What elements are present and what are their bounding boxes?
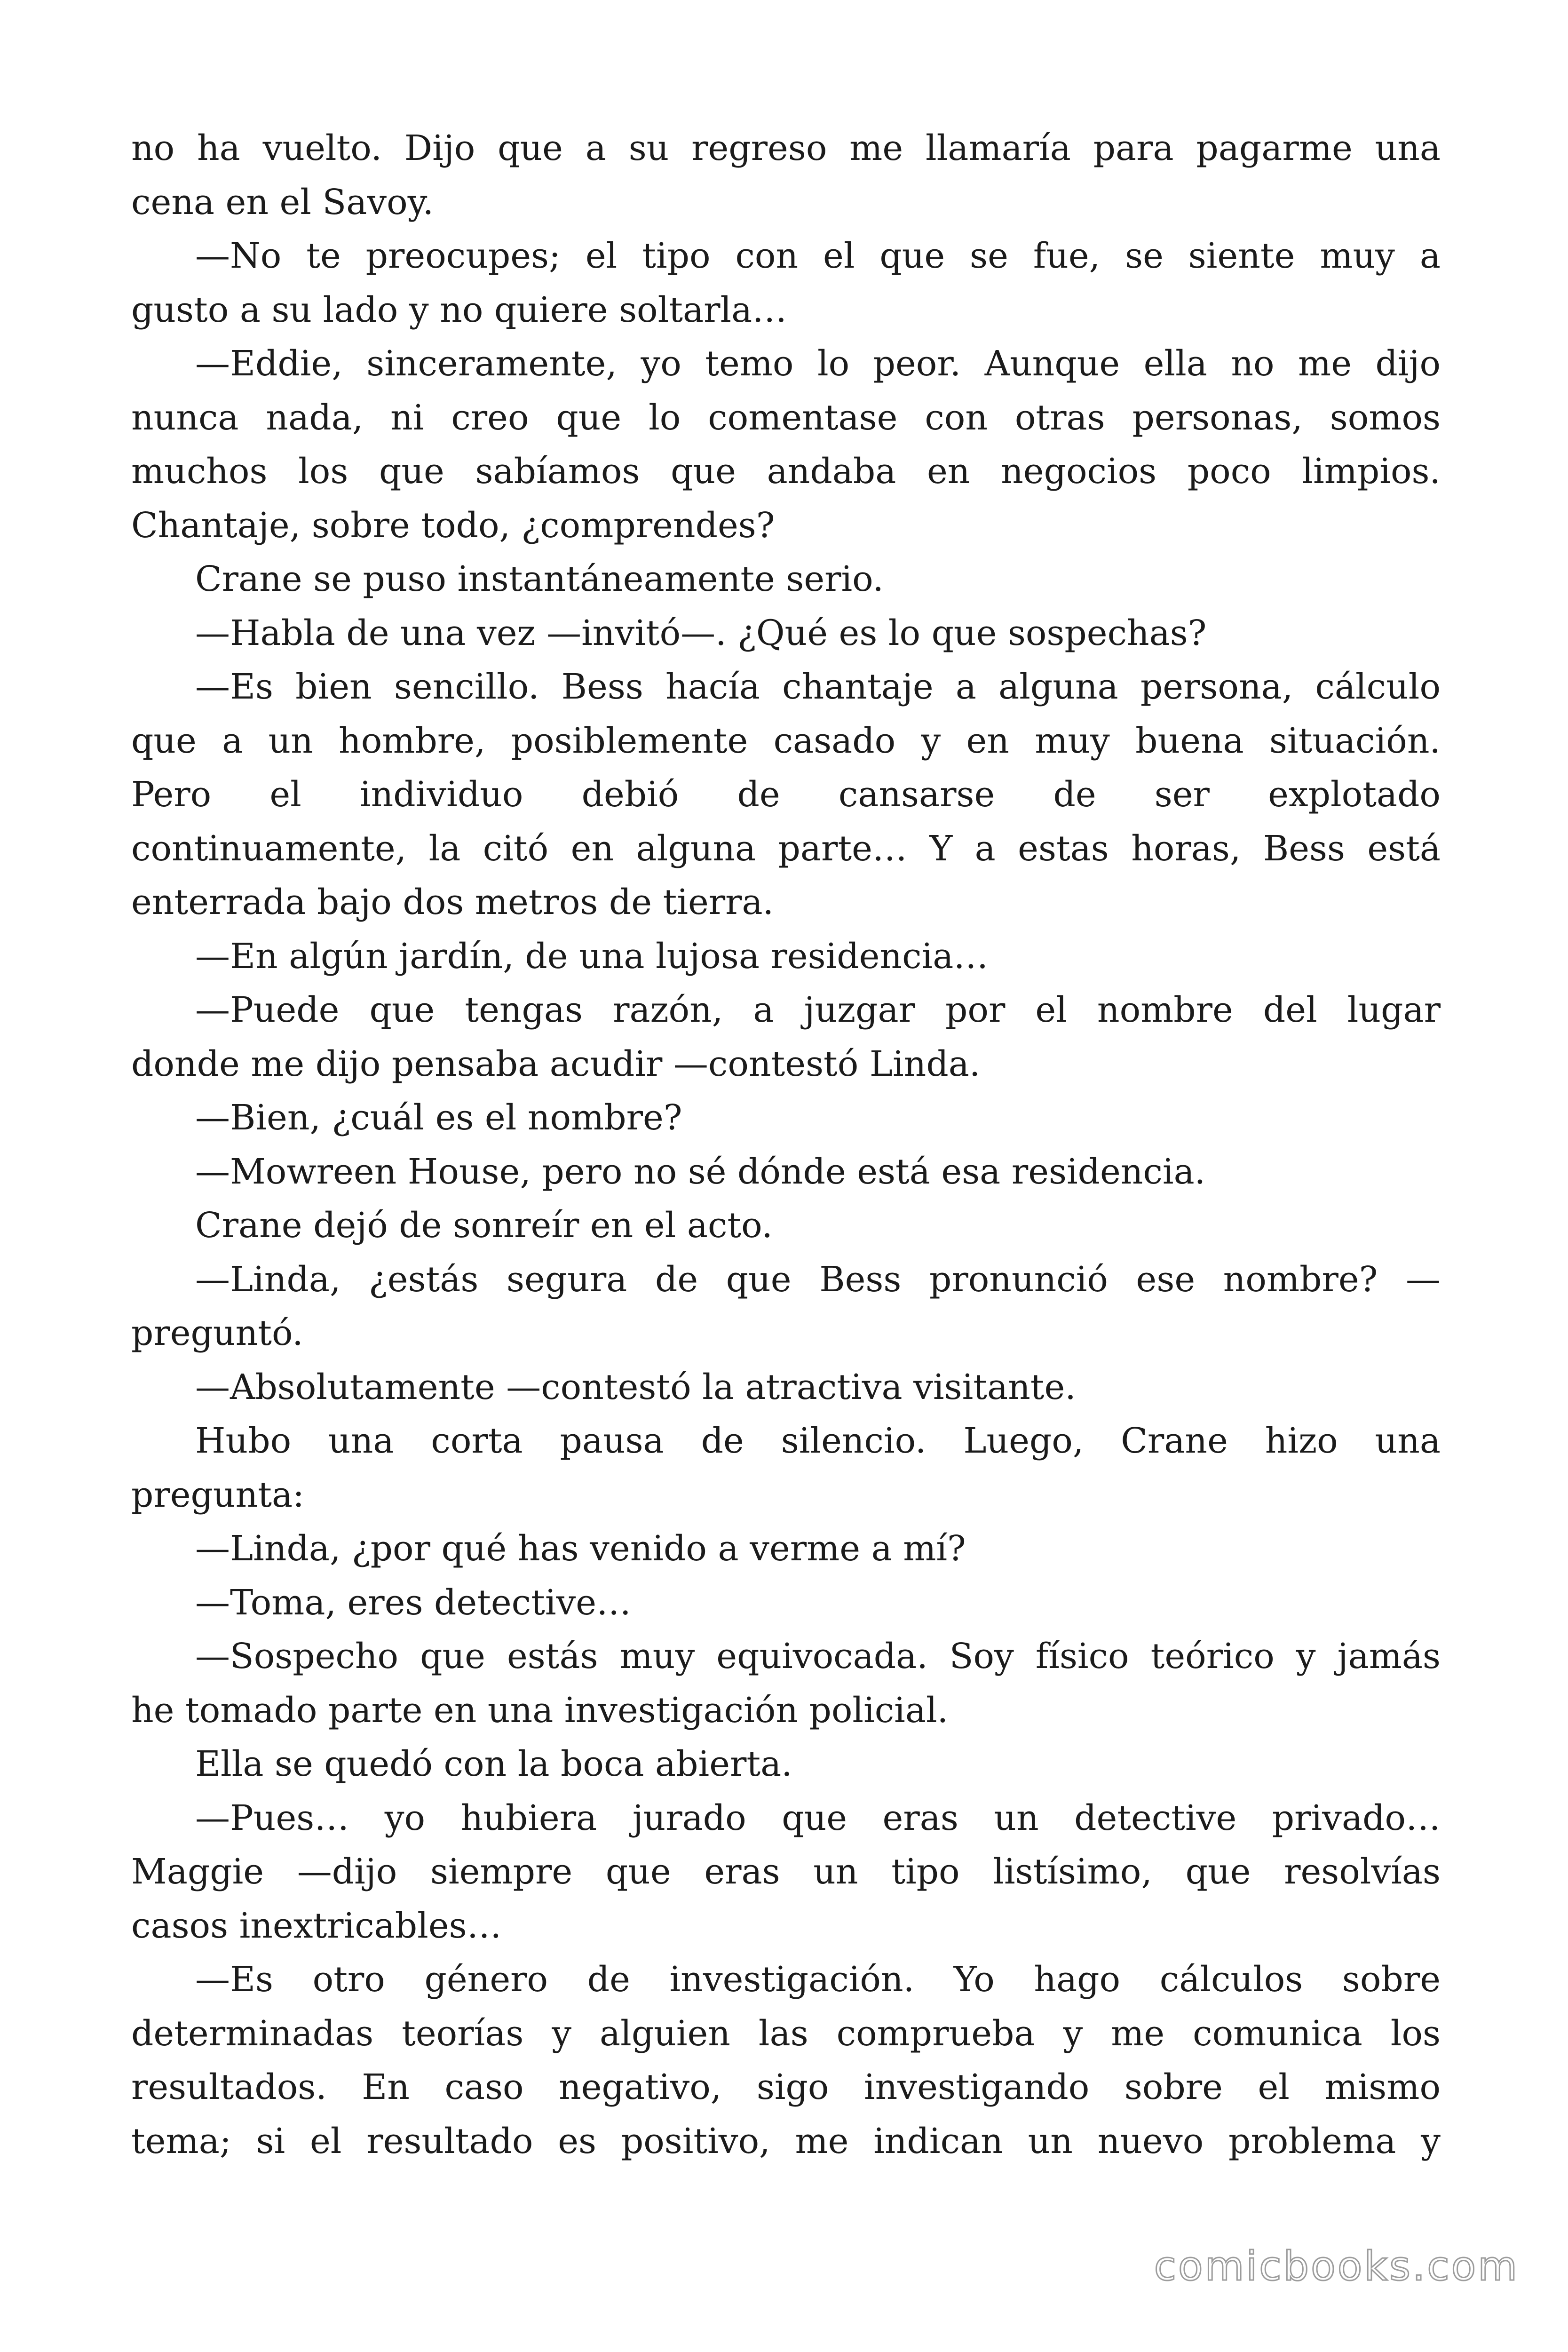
text-line: tema; si el resultado es positivo, me indican un nuevo problema y: [131, 2121, 1441, 2161]
text-line: —Eddie, sinceramente, yo temo lo peor. Aunque ella no me dijo: [195, 343, 1441, 384]
text-line: enterrada bajo dos metros de tierra.: [131, 882, 774, 922]
watermark-logo: comicbooks.com: [1154, 2243, 1519, 2290]
text-line: preguntó.: [131, 1313, 303, 1353]
text-line: —Puede que tengas razón, a juzgar por el nombre del lugar: [195, 990, 1441, 1030]
page-text: [131, 121, 1441, 2168]
text-line: —Pues… yo hubiera jurado que eras un detective privado…: [195, 1797, 1441, 1838]
text-line: Crane dejó de sonreír en el acto.: [195, 1205, 773, 1246]
text-line: Maggie —dijo siempre que eras un tipo listísimo, que resolvías: [131, 1851, 1441, 1892]
text-line: —No te preocupes; el tipo con el que se fue, se siente muy a: [195, 236, 1441, 276]
text-line: muchos los que sabíamos que andaba en negocios poco limpios.: [131, 451, 1441, 492]
text-line: —Es bien sencillo. Bess hacía chantaje a alguna persona, cálculo: [195, 667, 1441, 707]
text-line: no ha vuelto. Dijo que a su regreso me llamaría para pagarme una: [131, 128, 1441, 168]
text-line: donde me dijo pensaba acudir —contestó Linda.: [131, 1043, 981, 1084]
text-line: Hubo una corta pausa de silencio. Luego, Crane hizo una: [195, 1421, 1441, 1461]
text-line: resultados. En caso negativo, sigo investigando sobre el mismo: [131, 2067, 1441, 2107]
text-line: —En algún jardín, de una lujosa residencia…: [195, 936, 989, 977]
text-line: —Absolutamente —contestó la atractiva visitante.: [195, 1367, 1076, 1407]
text-line: pregunta:: [131, 1474, 305, 1515]
text-line: —Habla de una vez —invitó—. ¿Qué es lo que sospechas?: [195, 612, 1207, 653]
text-line: —Mowreen House, pero no sé dónde está esa residencia.: [195, 1151, 1206, 1192]
text-line: casos inextricables…: [131, 1905, 502, 1946]
text-line: Crane se puso instantáneamente serio.: [195, 559, 884, 599]
text-line: continuamente, la citó en alguna parte… Y a estas horas, Bess está: [131, 828, 1441, 869]
text-line: que a un hombre, posiblemente casado y en muy buena situación.: [131, 720, 1441, 761]
text-line: gusto a su lado y no quiere soltarla…: [131, 289, 787, 330]
text-line: he tomado parte en una investigación policial.: [131, 1690, 949, 1731]
text-line: Ella se quedó con la boca abierta.: [195, 1744, 792, 1784]
text-line: —Linda, ¿por qué has venido a verme a mí?: [195, 1528, 966, 1569]
text-line: cena en el Savoy.: [131, 182, 434, 222]
text-line: Chantaje, sobre todo, ¿comprendes?: [131, 505, 775, 546]
text-line: —Sospecho que estás muy equivocada. Soy físico teórico y jamás: [195, 1636, 1441, 1677]
text-line: —Es otro género de investigación. Yo hago cálculos sobre: [195, 1959, 1441, 2000]
text-line: determinadas teorías y alguien las comprueba y me comunica los: [131, 2013, 1441, 2054]
text-line: —Bien, ¿cuál es el nombre?: [195, 1097, 682, 1138]
text-line: nunca nada, ni creo que lo comentase con otras personas, somos: [131, 397, 1441, 438]
text-line: —Toma, eres detective…: [195, 1582, 632, 1623]
text-line: Pero el individuo debió de cansarse de ser explotado: [131, 774, 1441, 815]
text-line: —Linda, ¿estás segura de que Bess pronunció ese nombre? —: [195, 1259, 1441, 1300]
